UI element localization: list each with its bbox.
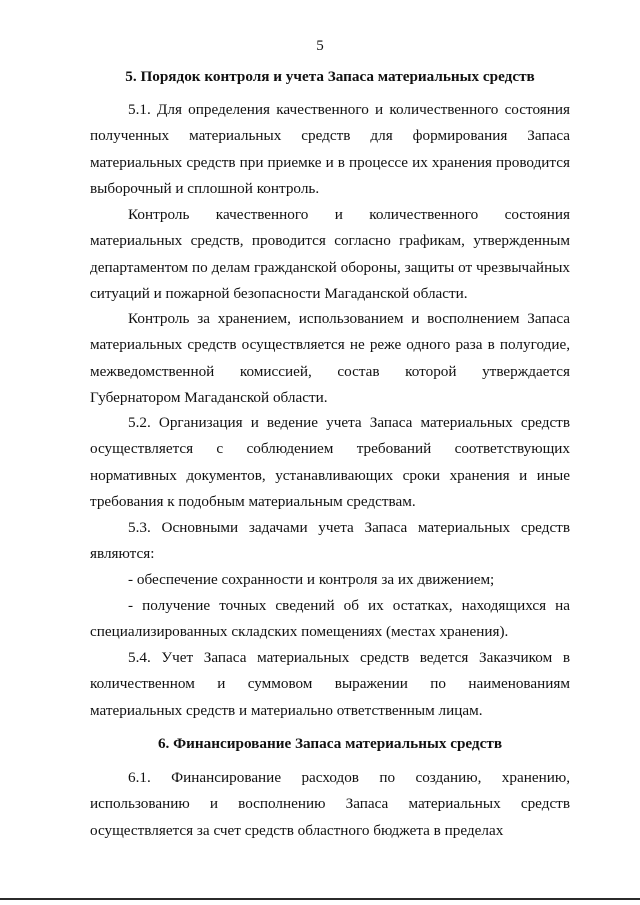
list-item-safety: - обеспечение сохранности и контроля за их движением; (128, 571, 495, 588)
paragraph-5-4: 5.4. Учет Запаса материальных средств ведется Заказчиком в количественном и суммовом выражении по наименованиям материальных средств и материально ответственным лицам. (90, 649, 570, 719)
paragraph-5-1: 5.1. Для определения качественного и количественного состояния полученных материальных средств для формирования Запаса материальных средств при приемке и в процессе их хранения проводится выборочный и сплошной контроль. (90, 101, 570, 198)
list-item-records: - получение точных сведений об их остатках, находящихся на специализированных складских помещениях (местах хранения). (90, 597, 570, 641)
page-number: 5 (316, 38, 324, 54)
section-5-heading: 5. Порядок контроля и учета Запаса материальных средств (125, 68, 535, 85)
paragraph-5-3: 5.3. Основными задачами учета Запаса материальных средств являются: (90, 519, 570, 563)
paragraph-6-1: 6.1. Финансирование расходов по созданию, хранению, использованию и восполнению Запаса материальных средств осуществляется за счет средств областного бюджета в пределах (90, 769, 570, 839)
paragraph-control-schedule: Контроль качественного и количественного состояния материальных средств, проводится согласно графикам, утвержденным департаментом по делам гражданской обороны, защиты от чрезвычайных ситуаций и пожарной безопасности Магаданской области. (90, 206, 570, 303)
paragraph-control-commission: Контроль за хранением, использованием и восполнением Запаса материальных средств осуществляется не реже одного раза в полугодие, межведомственной комиссией, состав которой утверждается Губернатором Магаданской области. (90, 310, 570, 407)
paragraph-5-2: 5.2. Организация и ведение учета Запаса материальных средств осуществляется с соблюдением требований соответствующих нормативных документов, устанавливающих сроки хранения и иные требования к подобным материальным средствам. (90, 414, 570, 511)
section-6-heading: 6. Финансирование Запаса материальных средств (157, 735, 503, 752)
page-bottom-border (0, 898, 640, 900)
